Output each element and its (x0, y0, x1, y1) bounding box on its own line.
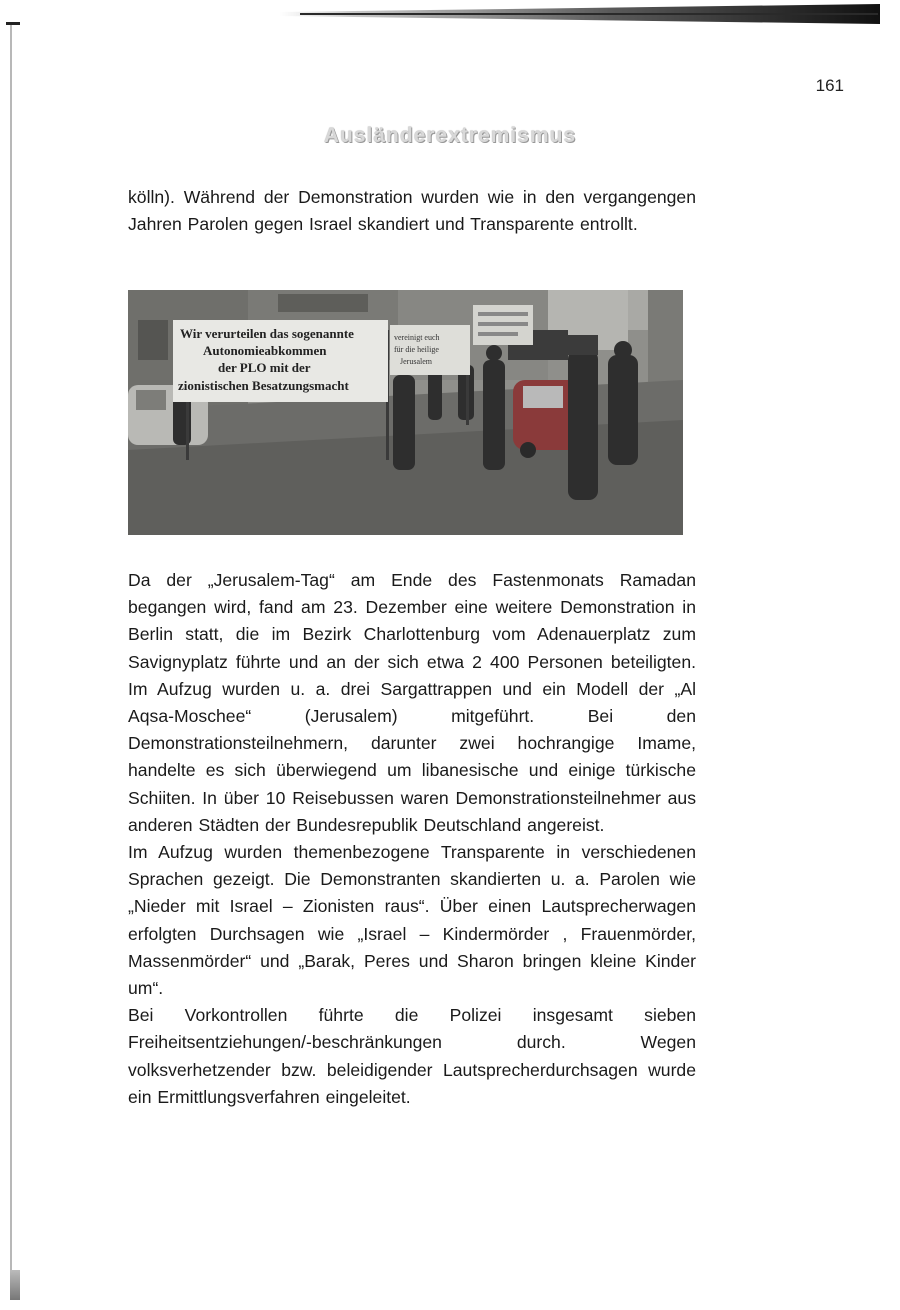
text-block-top (128, 184, 696, 238)
scan-edge-corner (6, 22, 20, 25)
paragraph: Im Aufzug wurden themenbezogene Transparente in verschiedenen Sprachen gezeigt. Die Demonstranten skandierten u. a. Parolen wie „Nieder mit Israel – Zionisten raus“. Über einen Lautsprecherwagen erfolgten Durchsagen wie „Israel – Kindermörder , Frauenmörder, Massenmörder“ und „Barak, Peres und Sharon bringen kleine Kinder um“. (128, 842, 696, 999)
scan-edge-top-line (300, 13, 878, 15)
text-block-main (128, 567, 696, 1111)
banner-left-line-3: der PLO mit der (218, 360, 311, 375)
demonstration-photo (128, 290, 683, 535)
banner-mid-line-2: für die heilige (394, 345, 439, 354)
scan-edge-bottom (10, 1270, 20, 1300)
page-number: 161 (815, 76, 844, 95)
banner-left-line-2: Autonomieabkommen (203, 343, 327, 358)
scan-edge-left (10, 22, 12, 1292)
running-head: Ausländerextremismus (323, 124, 577, 147)
banner-mid-line-3: Jerusalem (400, 357, 432, 366)
banner-left-line-1: Wir verurteilen das sogenannte (180, 326, 354, 341)
banner-mid-line-1: vereinigt euch (394, 333, 440, 342)
paragraph: Da der „Jerusalem-Tag“ am Ende des Fastenmonats Ramadan begangen wird, fand am 23. Dezember eine weitere Demonstration in Berlin statt, die im Bezirk Charlottenburg vom Adenauerplatz zum Savignyplatz führte und an der sich etwa 2 400 Personen beteiligten. Im Aufzug wurden u. a. drei Sargattrappen und ein Modell der „Al Aqsa-Moschee“ (Jerusalem) mitgeführt. Bei den Demonstrationsteilnehmern, darunter zwei hochrangige Imame, handelte es sich überwiegend um libanesische und einige türkische Schiiten. In über 10 Reisebussen waren Demonstrationsteilnehmer aus anderen Städten der Bundesrepublik Deutschland angereist. (128, 570, 696, 835)
banner-left-line-4: zionistischen Besatzungsmacht (178, 378, 349, 393)
paragraph: kölln). Während der Demonstration wurden wie in den vergangengen Jahren Parolen gegen Israel skandiert und Transparente entrollt. (128, 187, 696, 235)
paragraph: Bei Vorkontrollen führte die Polizei insgesamt sieben Freiheitsentziehungen/-beschränkungen durch. Wegen volksverhetzender bzw. beleidigender Lautsprecherdurchsagen wurde ein Ermittlungsverfahren eingeleitet. (128, 1005, 696, 1107)
